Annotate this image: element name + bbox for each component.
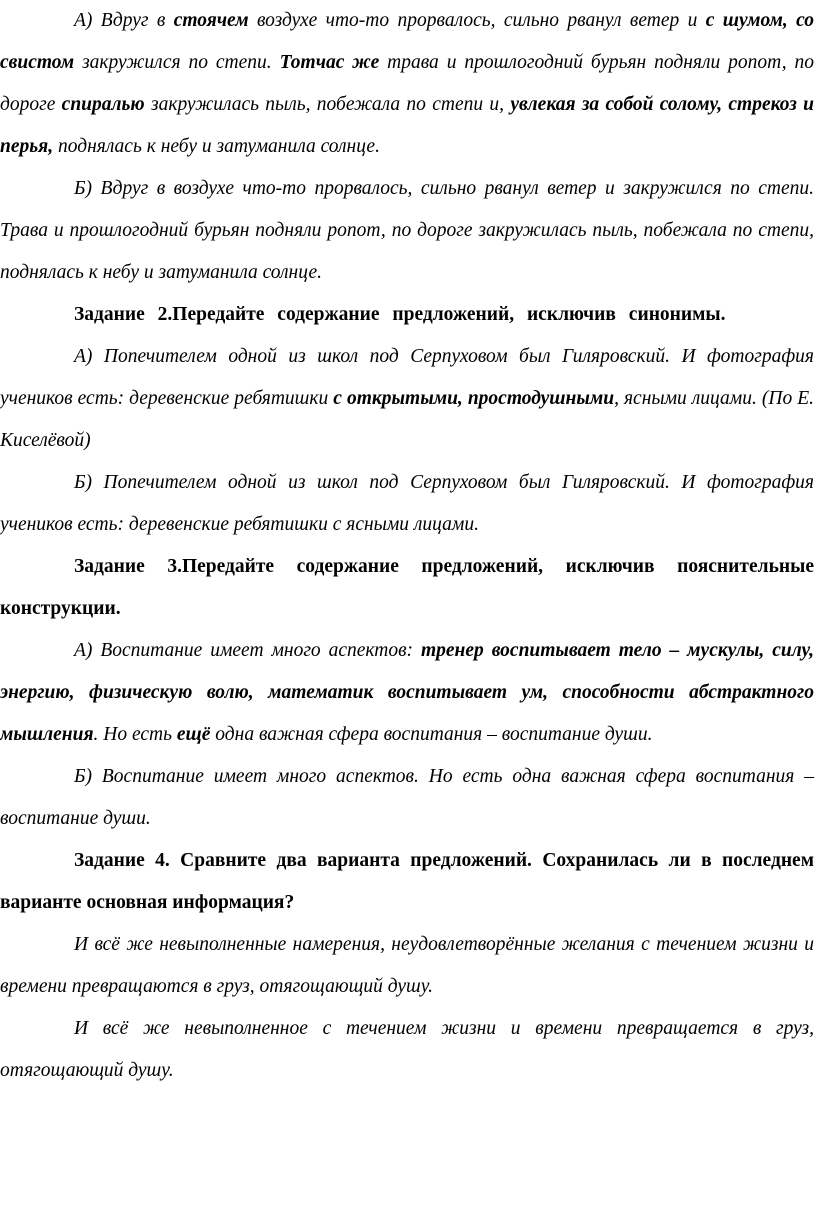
text-run: И всё же невыполненное с течением жизни и времени превращается в груз, отягощающий душу. — [0, 1018, 814, 1081]
text-run: одна важная сфера воспитания – воспитание души. — [210, 724, 653, 745]
text-run: Б) Вдруг в воздухе что-то прорвалось, сильно рванул ветер и закружился по степи. Трава и прошлогодний бурьян подняли ропот, по дороге закружилась пыль, побежала по степи, поднялась к небу и затуманила солнце. — [0, 178, 814, 283]
text-run: А) Воспитание имеет много аспектов: — [74, 640, 421, 661]
text-run: Б) Попечителем одной из школ под Серпуховом был Гиляровский. И фотография учеников есть: деревенские ребятишки с ясными лицами. — [0, 472, 814, 535]
bold-run: с открытыми, простодушными — [333, 388, 615, 409]
text-run: Б) Воспитание имеет много аспектов. Но есть одна важная сфера воспитания – воспитание души. — [0, 766, 814, 829]
text-run: И всё же невыполненные намерения, неудовлетворённые желания с течением жизни и времени превращаются в груз, отягощающий душу. — [0, 934, 814, 997]
text-run: закружилась пыль, побежала по степи и, — [144, 94, 511, 115]
task-2-heading — [0, 294, 814, 336]
bold-run: Тотчас же — [279, 52, 380, 73]
paragraph-2b — [0, 462, 814, 546]
text-run: , ясными лицами. (По Е. Киселёвой) — [0, 388, 815, 451]
bold-run: с шумом, со свистом — [0, 10, 815, 73]
bold-run: тренер воспитывает тело – мускулы, силу, энергию, физическую волю, математик воспитывает ум, способности абстрактного мышления — [0, 640, 815, 745]
text-run: А) Вдруг в — [74, 10, 174, 31]
bold-run: ещё — [176, 724, 211, 745]
paragraph-4a — [0, 924, 814, 1008]
paragraph-4b — [0, 1008, 814, 1092]
paragraph-2a — [0, 336, 814, 462]
text-run: . Но есть — [93, 724, 177, 745]
text-run: поднялась к небу и затуманила солнце. — [53, 136, 380, 157]
bold-run: увлекая за собой солому, стрекоз и перья, — [0, 94, 814, 157]
paragraph-1a — [0, 0, 814, 168]
text-run: закружился по степи. — [74, 52, 280, 73]
bold-run: спиралью — [61, 94, 145, 115]
text-run: А) Попечителем одной из школ под Серпуховом был Гиляровский. И фотография учеников есть: деревенские ребятишки — [0, 346, 814, 409]
bold-run: Задание 3.Передайте содержание предложений, исключив пояснительные конструкции. — [0, 556, 814, 619]
task-4-heading — [0, 840, 814, 924]
bold-run: Задание 2.Передайте содержание предложений, исключив синонимы. — [74, 304, 726, 325]
paragraph-1b — [0, 168, 814, 294]
paragraph-3a — [0, 630, 814, 756]
paragraph-3b — [0, 756, 814, 840]
bold-run: стоячем — [173, 10, 249, 31]
text-run: трава и прошлогодний бурьян подняли ропот, по дороге — [0, 52, 814, 115]
bold-run: Задание 4. Сравните два варианта предложений. Сохранилась ли в последнем варианте основная информация? — [0, 850, 814, 913]
text-run: воздухе что-то прорвалось, сильно рванул ветер и — [248, 10, 706, 31]
task-3-heading — [0, 546, 814, 630]
